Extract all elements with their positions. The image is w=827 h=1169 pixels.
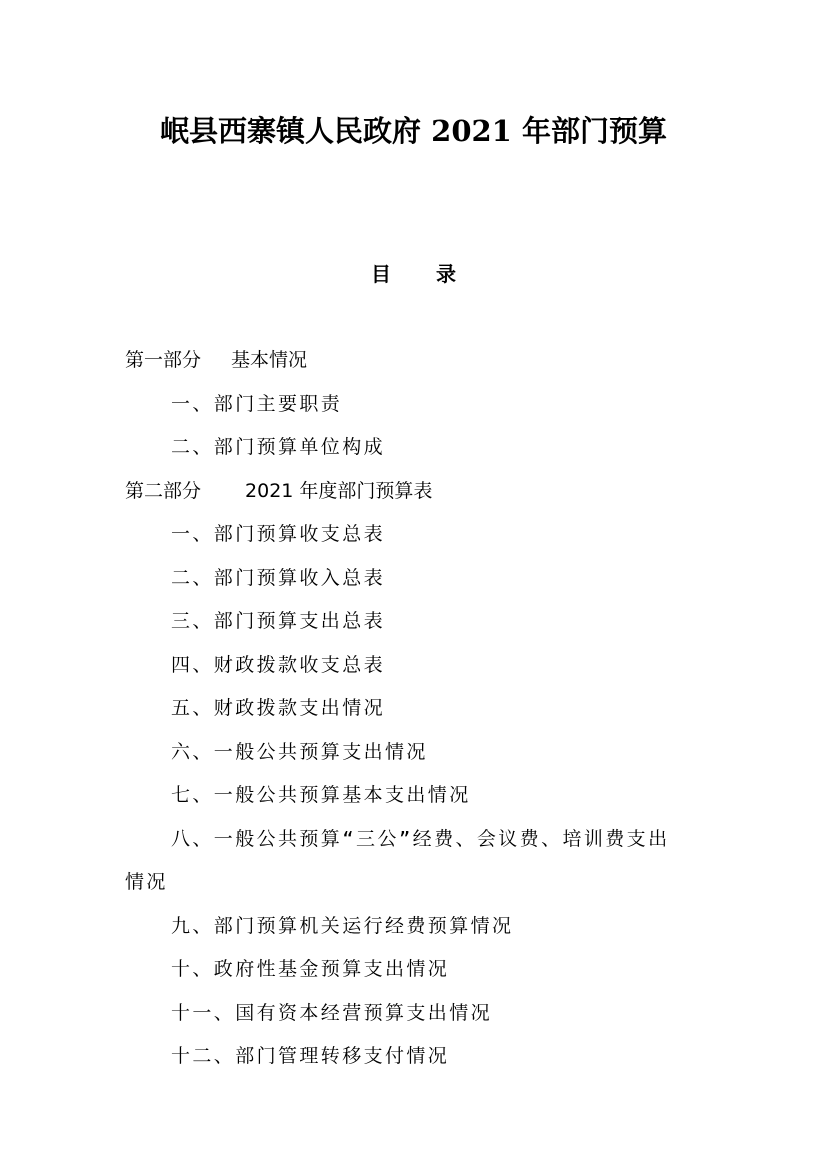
toc-entry[interactable]: 四、财政拨款收支总表 [171,653,386,676]
toc-entry[interactable]: 五、财政拨款支出情况 [171,697,386,719]
toc-entry-wrapped[interactable] [125,818,725,905]
toc-part-1[interactable] [125,339,725,383]
table-of-contents [125,339,725,1079]
toc-entry-line-1: 八、一般公共预算“三公”经费、会议费、培训费支出 [171,827,670,850]
toc-part-2[interactable] [125,470,725,514]
toc-entry[interactable]: 九、部门预算机关运行经费预算情况 [171,914,514,937]
toc-entry-line-2: 情况 [125,871,168,893]
part-name: 2021 年度部门预算表 [245,479,433,502]
toc-entry[interactable]: 十二、部门管理转移支付情况 [171,1045,450,1067]
part-name: 基本情况 [231,349,308,371]
toc-entry[interactable]: 三、部门预算支出总表 [171,610,386,632]
toc-entry[interactable]: 二、部门预算单位构成 [171,436,386,458]
toc-entry[interactable]: 一、部门主要职责 [171,392,343,415]
toc-entry[interactable]: 七、一般公共预算基本支出情况 [171,784,471,806]
toc-entry[interactable]: 十、政府性基金预算支出情况 [171,958,450,980]
toc-heading-char-2: 录 [436,262,456,286]
part-label: 第一部分 [125,349,202,371]
document-title: 岷县西寨镇人民政府 2021 年部门预算 [160,114,667,148]
toc-entry[interactable]: 六、一般公共预算支出情况 [171,740,428,763]
toc-entry[interactable]: 一、部门预算收支总表 [171,523,386,545]
toc-entry[interactable]: 二、部门预算收入总表 [171,566,386,589]
part-label: 第二部分 [125,479,202,502]
toc-heading-char-1: 目 [371,262,391,286]
toc-heading [0,258,827,290]
toc-entry[interactable]: 十一、国有资本经营预算支出情况 [171,1001,493,1024]
